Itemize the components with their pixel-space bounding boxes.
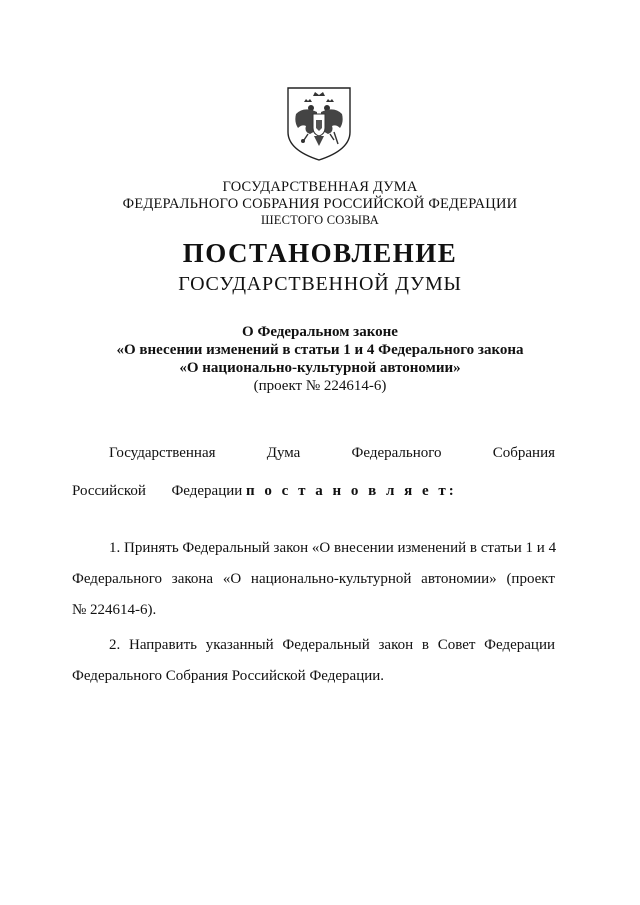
russian-coat-of-arms-icon — [284, 84, 354, 164]
header-line-convocation: ШЕСТОГО СОЗЫВА — [260, 213, 380, 227]
preamble-line-1 — [109, 445, 555, 462]
item2-word: Направить — [128, 637, 197, 653]
item2-line-2: Федерального Собрания Российской Федерации. — [72, 668, 385, 684]
item1-word: «О — [222, 571, 242, 587]
header-line-duma: ГОСУДАРСТВЕННАЯ ДУМА — [222, 179, 418, 195]
preamble-word: Российской — [72, 483, 146, 499]
item2-word: указанный — [205, 637, 274, 653]
item2-line-1 — [109, 637, 555, 654]
item2-word: в — [421, 637, 429, 653]
subject-line-2: «О внесении изменений в статьи 1 и 4 Федерального закона — [116, 342, 524, 358]
subject-project-number: (проект № 224614-6) — [253, 378, 387, 394]
header-line-assembly: ФЕДЕРАЛЬНОГО СОБРАНИЯ РОССИЙСКОЙ ФЕДЕРАЦИИ — [122, 196, 518, 212]
preamble-line-2 — [72, 483, 457, 500]
item1-word: автономии» — [421, 571, 497, 587]
preamble-word: Дума — [266, 445, 301, 461]
preamble-decree: п о с т а н о в л я е т: — [246, 483, 457, 499]
item2-word: закон — [378, 637, 414, 653]
item1-line-1: 1. Принять Федеральный закон «О внесении изменений в статьи 1 и 4 — [109, 540, 557, 556]
preamble-word: Федерации — [171, 483, 243, 499]
preamble-word: Собрания — [492, 445, 555, 461]
item2-word: Федерации — [484, 637, 555, 653]
subject-line-3: «О национально-культурной автономии» — [179, 360, 461, 376]
item2-word: Совет — [437, 637, 476, 653]
item2-word: 2. — [109, 637, 121, 653]
item1-word: Федерального — [72, 571, 163, 587]
document-subtitle: ГОСУДАРСТВЕННОЙ ДУМЫ — [178, 273, 462, 295]
subject-line-1: О Федеральном законе — [242, 324, 398, 340]
preamble-word: Федерального — [351, 445, 442, 461]
item2-word: Федеральный — [282, 637, 370, 653]
document-title: ПОСТАНОВЛЕНИЕ — [182, 238, 458, 268]
item1-word: (проект — [506, 571, 555, 587]
item1-word: национально-культурной — [250, 571, 412, 587]
item1-word: закона — [171, 571, 214, 587]
item1-line-2 — [72, 571, 555, 588]
preamble-word: Государственная — [109, 445, 216, 461]
item1-line-3: № 224614-6). — [72, 602, 157, 618]
